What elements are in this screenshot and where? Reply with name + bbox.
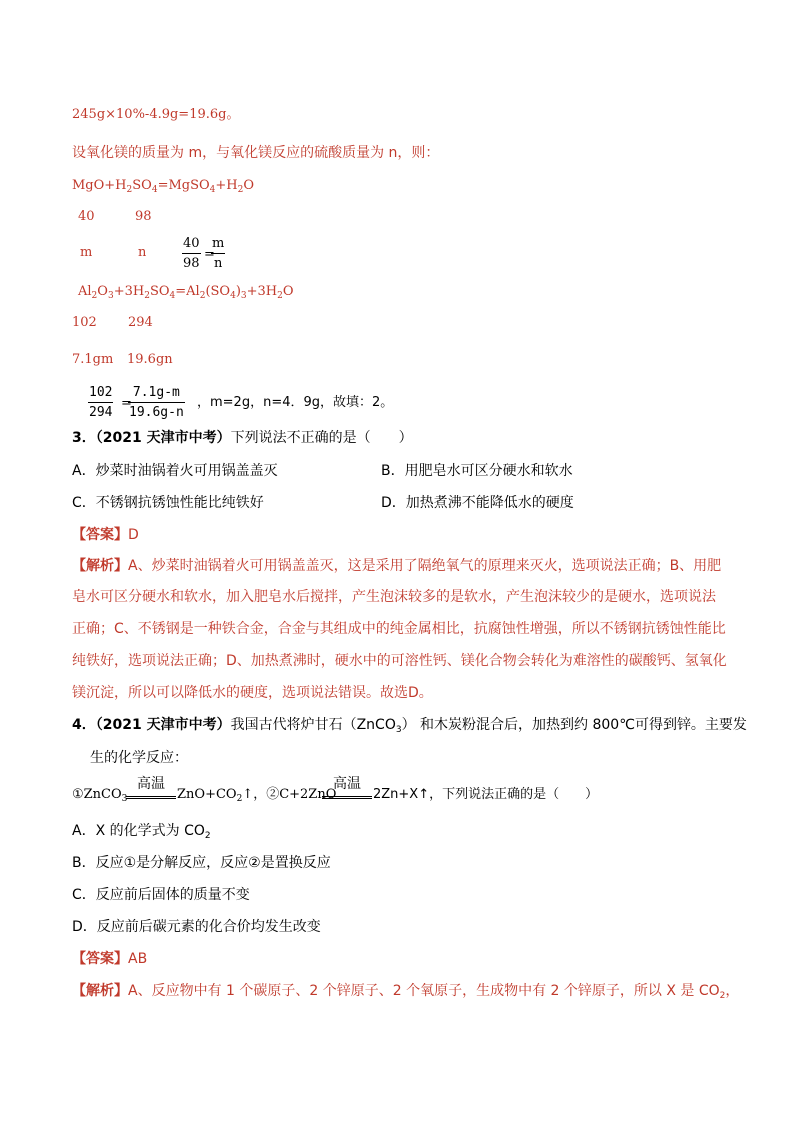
equation-mgo: $MgO+H_2SO_4=MgSO_4+H_2O$ xyxy=(72,178,255,195)
q3-analysis-line-4: 纯铁好，选项说法正确；D、加热煮沸时，硬水中的可溶性钙、镁化合物会转化为难溶性的碳酸钙、氢氧化 xyxy=(72,653,727,669)
fraction-final: $\frac{7.1g-m}{19.6g-n}$ xyxy=(129,385,184,420)
equals-sign: = xyxy=(204,247,215,262)
fraction-102-294: $\frac{102}{294}$ xyxy=(89,385,113,420)
q4-option-d: D．反应前后碳元素的化合价均发生改变 xyxy=(72,919,321,935)
calc-line-2: 设氧化镁的质量为 m，与氧化镁反应的硫酸质量为 n，则： xyxy=(72,145,440,161)
mass-98: 98 xyxy=(135,209,152,224)
q3-option-d: D．加热煮沸不能降低水的硬度 xyxy=(381,495,574,511)
q3-option-b: B．用肥皂水可区分硬水和软水 xyxy=(381,463,573,479)
mass-294: 294 xyxy=(128,315,153,330)
equation-al2o3: $Al_2O_3+3H_2SO_4=Al_2(SO_4)_3+3H_2O$ xyxy=(78,284,294,301)
var-n: n xyxy=(138,245,147,260)
q3-analysis-line-3: 正确；C、不锈钢是一种铁合金，合金与其组成中的纯金属相比，抗腐蚀性增强，所以不锈钢抗锈蚀性能比 xyxy=(72,621,726,637)
calc-result: ，m=2g，n=4．9g，故填：2。 xyxy=(197,395,394,410)
q4-option-c: C．反应前后固体的质量不变 xyxy=(72,887,250,903)
fraction-40-98: $\frac{40}{98}$ xyxy=(183,236,200,271)
q3-option-a: A．炒菜时油锅着火可用锅盖盖灭 xyxy=(72,463,278,479)
reaction-condition-1: 高温 xyxy=(126,773,176,799)
q3-analysis-line-2: 皂水可区分硬水和软水，加入肥皂水后搅拌，产生泡沫较多的是软水，产生泡沫较少的是硬水，选项说法 xyxy=(72,589,716,605)
reaction-condition-2: 高温 xyxy=(322,773,372,799)
q4-option-b: B．反应①是分解反应，反应②是置换反应 xyxy=(72,855,331,871)
q3-answer: 【答案】D xyxy=(72,527,139,543)
q3-option-c: C．不锈钢抗锈蚀性能比纯铁好 xyxy=(72,495,264,511)
reaction-1-left: ①ZnCO$_3$ xyxy=(72,787,128,804)
question-3-stem: 3．（2021 天津市中考）下列说法不正确的是（ ） xyxy=(72,430,413,446)
q4-analysis-line-1: 【解析】A、反应物中有 1 个碳原子、2 个锌原子、2 个氧原子，生成物中有 2 个锌原子，所以 X 是 $CO_2$， xyxy=(72,983,740,1001)
mass-40: 40 xyxy=(78,209,95,224)
reaction-2-right: 2Zn+X↑，下列说法正确的是（ ） xyxy=(373,787,599,802)
mass-102: 102 xyxy=(72,315,97,330)
q3-analysis-line-5: 镁沉淀，所以可以降低水的硬度，选项说法错误。故选D。 xyxy=(72,685,433,701)
question-4-stem-line-2: 生的化学反应： xyxy=(90,750,188,766)
q4-answer: 【答案】AB xyxy=(72,951,148,967)
question-4-stem: 4．（2021 天津市中考）我国古代将炉甘石（ZnCO$_3$） 和木炭粉混合后，加热到约 800℃可得到锌。主要发 xyxy=(72,717,747,735)
var-19-6gn: 19.6gn xyxy=(127,352,173,367)
calc-line-1: 245g×10%-4.9g=19.6g。 xyxy=(72,107,240,122)
q4-option-a: A．X 的化学式为 $CO_2$ xyxy=(72,823,211,841)
reaction-1-right: $ZnO+CO_2↑$，②C+2ZnO xyxy=(177,787,337,804)
var-7-1gm: 7.1gm xyxy=(72,352,114,367)
q3-analysis-line-1: 【解析】A、炒菜时油锅着火可用锅盖盖灭，这是采用了隔绝氧气的原理来灭火，选项说法正确；B、用肥 xyxy=(72,558,722,574)
var-m: m xyxy=(80,245,93,260)
equals-sign-2: = xyxy=(121,396,132,411)
fraction-m-n: $\frac{m}{n}$ xyxy=(212,236,225,271)
